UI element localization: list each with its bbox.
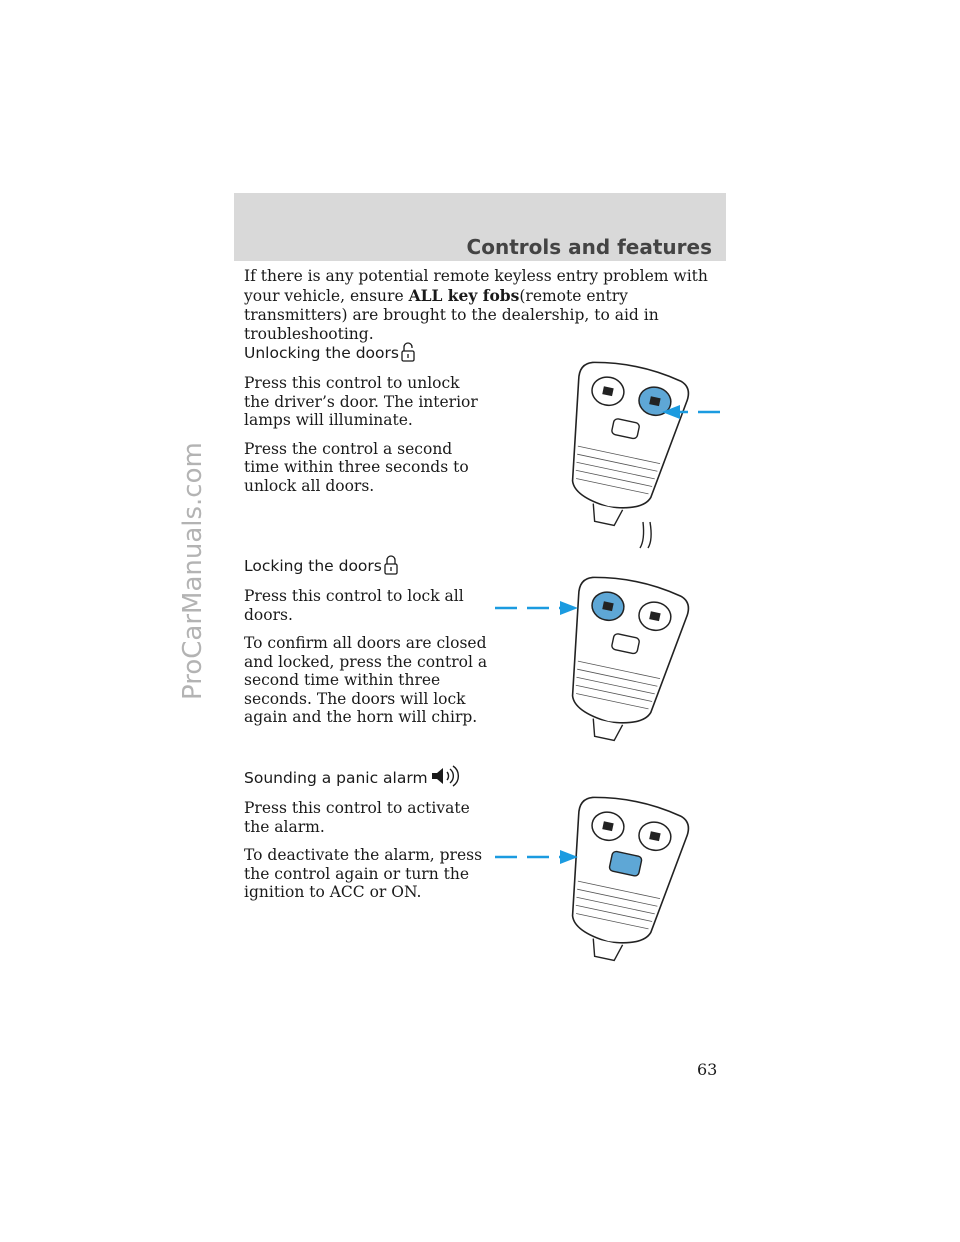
lock-heading-text: Locking the doors — [244, 557, 382, 575]
unlock-icon — [401, 342, 415, 366]
unlock-paragraph-1: Press this control to unlock the driver’s door. The interior lamps will illuminate. — [244, 374, 478, 429]
unlock-paragraph-2: Press the control a second time within three seconds to unlock all doors. — [244, 439, 469, 495]
unlock-heading — [244, 342, 489, 366]
lock-heading — [244, 555, 489, 579]
panic-paragraph-2: To deactivate the alarm, press the control again or turn the ignition to ACC or ON. — [244, 846, 483, 901]
intro-text-before: If there is any potential remote keyless entry problem with your vehicle, ensure — [244, 267, 708, 305]
page-number: 63 — [697, 1060, 718, 1079]
intro-text-after: (remote entry transmitters) are brought to the dealership, to aid in troubleshooting. — [244, 287, 659, 343]
intro-text-bold: ALL key fobs — [408, 286, 520, 305]
panic-heading-text: Sounding a panic alarm — [244, 769, 428, 787]
key-fob-lock-illustration — [490, 575, 700, 755]
key-fob-unlock-illustration — [520, 360, 730, 550]
section-title: Controls and features — [466, 235, 712, 259]
lock-paragraph-1: Press this control to lock all doors. — [244, 587, 464, 624]
panic-paragraph-1: Press this control to activate the alarm. — [244, 799, 470, 836]
panic-section — [244, 765, 489, 912]
unlock-section — [244, 342, 489, 505]
lock-icon — [384, 555, 398, 579]
horn-icon — [430, 765, 460, 791]
unlock-heading-text: Unlocking the doors — [244, 344, 399, 362]
watermark: ProCarManuals.com — [178, 442, 208, 700]
intro-paragraph — [244, 267, 726, 344]
lock-paragraph-2: To confirm all doors are closed and locked, press the control a second time within three seconds. The doors will lock again and the horn will chirp. — [244, 634, 488, 726]
section-header-band — [234, 193, 726, 261]
key-fob-panic-illustration — [490, 795, 700, 975]
panic-heading — [244, 765, 489, 791]
lock-section — [244, 555, 489, 737]
